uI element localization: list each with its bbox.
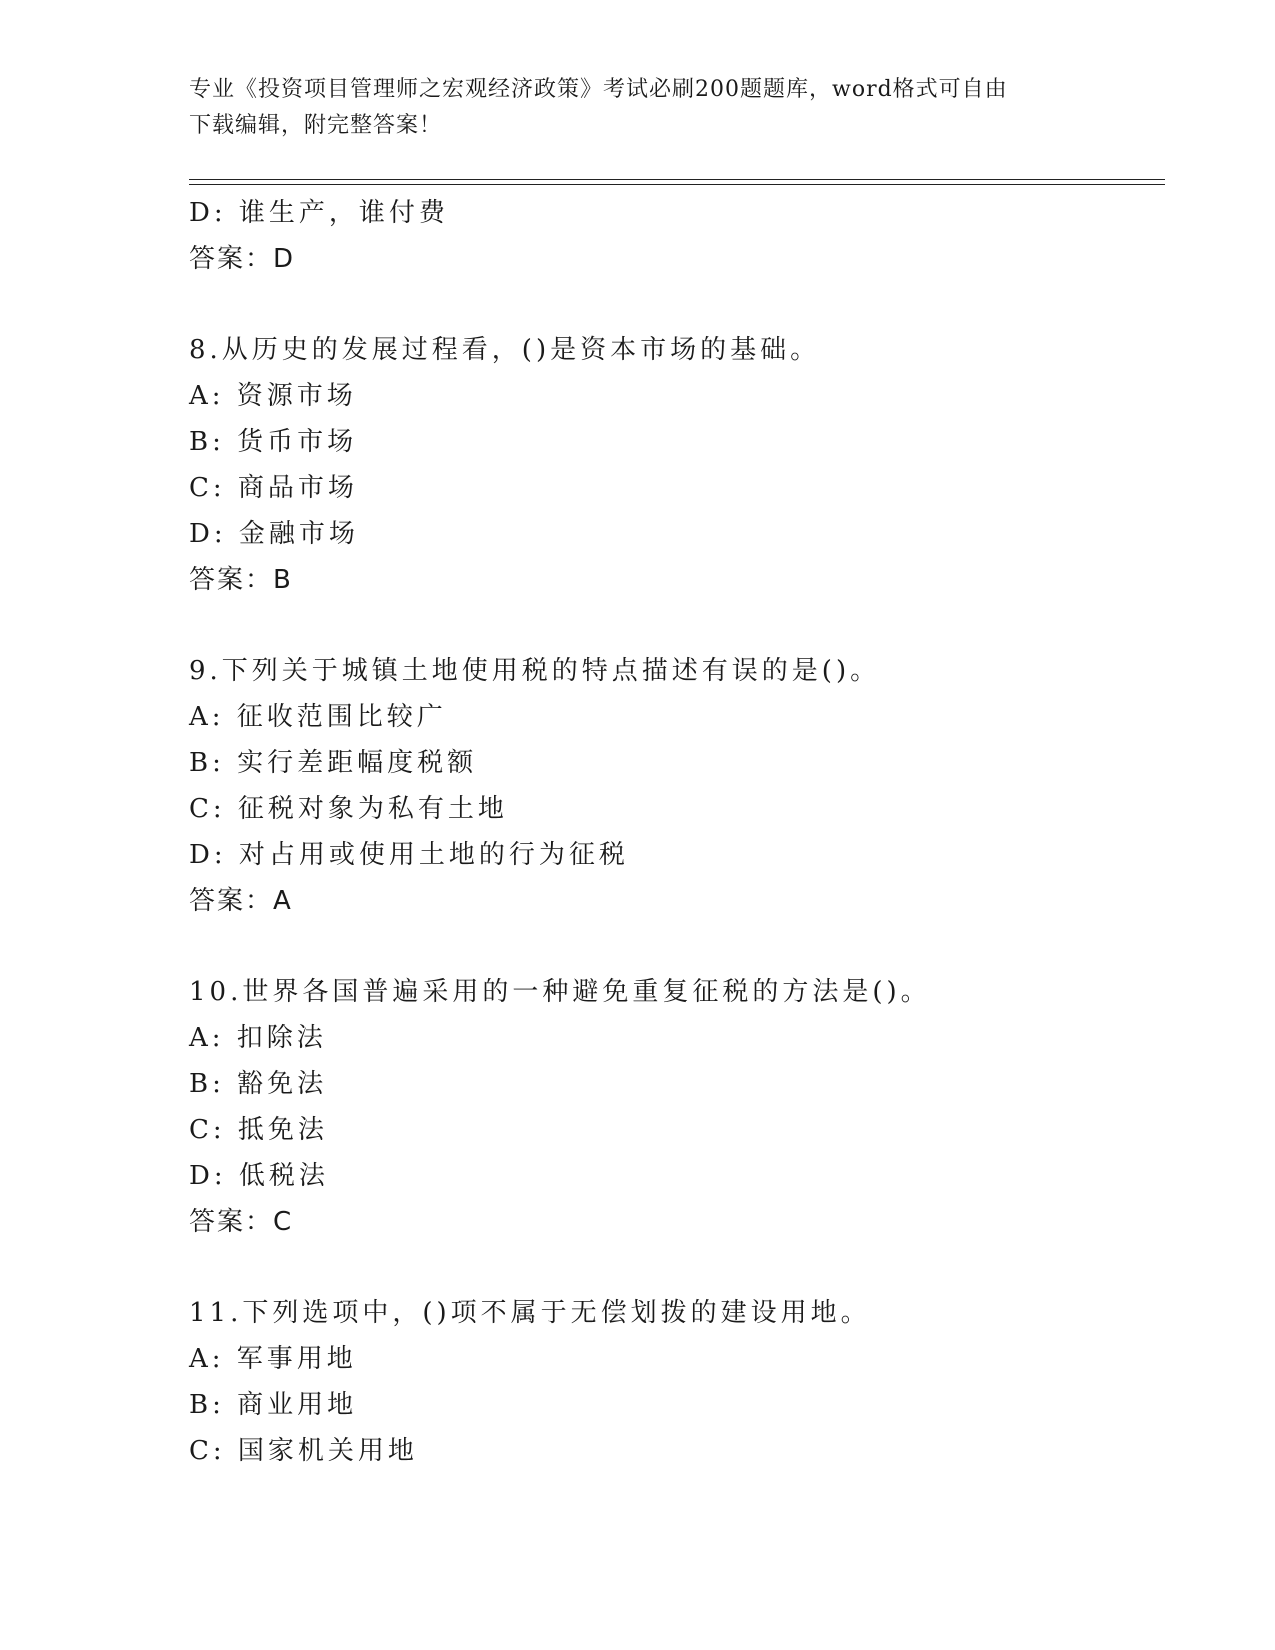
spacer (189, 603, 1149, 648)
option-c: C: 国家机关用地 (189, 1436, 418, 1466)
option-b: B: 商业用地 (189, 1390, 358, 1420)
header-line-2: 下载编辑，附完整答案！ (189, 113, 443, 138)
question-block-11 (189, 1290, 1149, 1474)
header-divider-bottom (189, 184, 1165, 185)
option-d: D: 金融市场 (189, 519, 359, 549)
question-list (189, 190, 1149, 1474)
answer: 答案：C (189, 1207, 294, 1237)
answer: 答案：D (189, 244, 296, 274)
option-b: B: 货币市场 (189, 427, 358, 457)
option-c: C: 征税对象为私有土地 (189, 794, 508, 824)
option-c: C: 商品市场 (189, 473, 358, 503)
question-block-8 (189, 327, 1149, 603)
option-b: B: 实行差距幅度税额 (189, 748, 478, 778)
question-text: 10.世界各国普遍采用的一种避免重复征税的方法是()。 (189, 977, 931, 1007)
spacer (189, 282, 1149, 327)
option-d: D: 谁生产，谁付费 (189, 198, 449, 228)
option-c: C: 抵免法 (189, 1115, 328, 1145)
spacer (189, 924, 1149, 969)
document-header (189, 72, 1089, 144)
question-text: 9.下列关于城镇土地使用税的特点描述有误的是()。 (189, 656, 881, 686)
option-a: A: 军事用地 (189, 1344, 357, 1374)
option-a: A: 资源市场 (189, 381, 357, 411)
option-a: A: 扣除法 (189, 1023, 327, 1053)
spacer (189, 1245, 1149, 1290)
answer: 答案：B (189, 565, 293, 595)
option-d: D: 对占用或使用土地的行为征税 (189, 840, 629, 870)
header-line-1: 专业《投资项目管理师之宏观经济政策》考试必刷200题题库，word格式可自由 (189, 77, 1008, 102)
question-block-10 (189, 969, 1149, 1245)
question-block-9 (189, 648, 1149, 924)
header-divider-top (189, 179, 1165, 180)
option-a: A: 征收范围比较广 (189, 702, 447, 732)
question-text: 11.下列选项中，()项不属于无偿划拨的建设用地。 (189, 1298, 871, 1328)
question-text: 8.从历史的发展过程看，()是资本市场的基础。 (189, 335, 821, 365)
answer: 答案：A (189, 886, 293, 916)
option-d: D: 低税法 (189, 1161, 329, 1191)
option-b: B: 豁免法 (189, 1069, 328, 1099)
